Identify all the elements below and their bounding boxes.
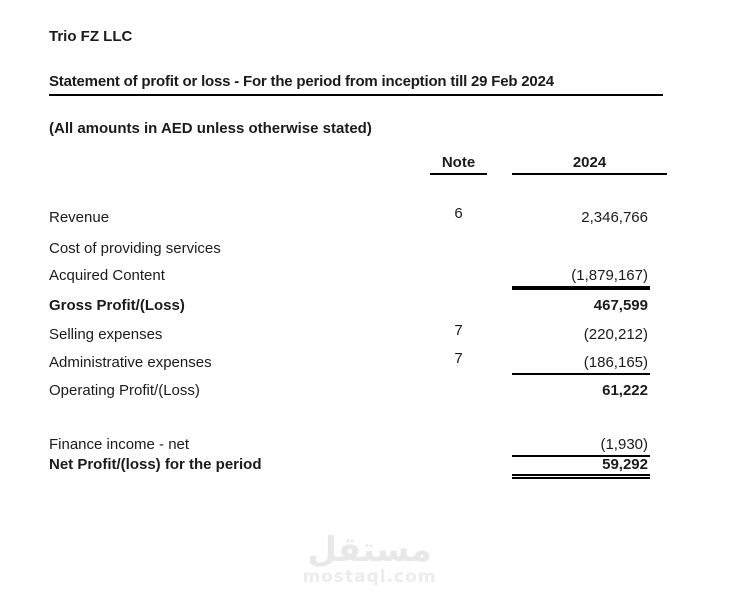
table-row-acquired-content	[49, 267, 667, 297]
row-label: Net Profit/(loss) for the period	[49, 455, 262, 473]
row-note: 6	[454, 204, 463, 222]
row-value: 2,346,766	[581, 208, 648, 226]
table-row-finance-income	[49, 436, 667, 456]
row-label: Operating Profit/(Loss)	[49, 381, 200, 399]
statement-page	[49, 0, 667, 476]
row-value-cell	[512, 382, 667, 399]
table-row-operating-profit	[49, 382, 667, 411]
row-value: 61,222	[602, 381, 648, 399]
table-row-net-profit	[49, 456, 667, 476]
row-value-cell	[512, 456, 667, 479]
row-value-cell	[512, 436, 667, 457]
row-value: (186,165)	[512, 354, 650, 375]
row-value: 467,599	[593, 296, 648, 314]
row-note: 7	[454, 349, 463, 367]
statement-title: Statement of profit or loss - For the period from inception till 29 Feb 2024	[49, 73, 663, 95]
table-header-row	[49, 153, 667, 177]
table-row-administrative-expenses	[49, 349, 667, 382]
watermark-domain-text: mostaql.com	[302, 567, 437, 587]
company-name: Trio FZ LLC	[49, 28, 133, 45]
row-label: Administrative expenses	[49, 353, 212, 371]
row-label: Acquired Content	[49, 266, 165, 284]
row-label: Cost of providing services	[49, 239, 221, 257]
row-value: (1,879,167)	[512, 267, 650, 290]
row-value-cell	[512, 267, 667, 290]
row-value-cell	[512, 354, 667, 375]
row-value: 59,292	[512, 456, 650, 479]
row-label: Selling expenses	[49, 325, 163, 343]
row-label: Gross Profit/(Loss)	[49, 296, 185, 314]
row-note: 7	[454, 321, 463, 339]
note-column-header: Note	[430, 153, 487, 175]
row-value: (1,930)	[512, 436, 650, 457]
table-row-cost-of-services	[49, 240, 667, 267]
table-row-selling-expenses	[49, 321, 667, 354]
row-label: Revenue	[49, 208, 110, 226]
row-value-cell	[512, 297, 667, 314]
watermark-arabic-text: مستقل	[307, 530, 432, 570]
year-column-header: 2024	[512, 153, 667, 175]
table-row-gross-profit	[49, 297, 667, 326]
row-value: (220,212)	[583, 325, 648, 343]
amounts-note: (All amounts in AED unless otherwise stated)	[49, 119, 372, 137]
row-value-cell	[512, 209, 667, 226]
watermark	[0, 532, 739, 586]
row-label: Finance income - net	[49, 435, 190, 453]
profit-loss-table	[49, 153, 667, 476]
row-value-cell	[512, 326, 667, 343]
table-row-revenue	[49, 204, 667, 240]
